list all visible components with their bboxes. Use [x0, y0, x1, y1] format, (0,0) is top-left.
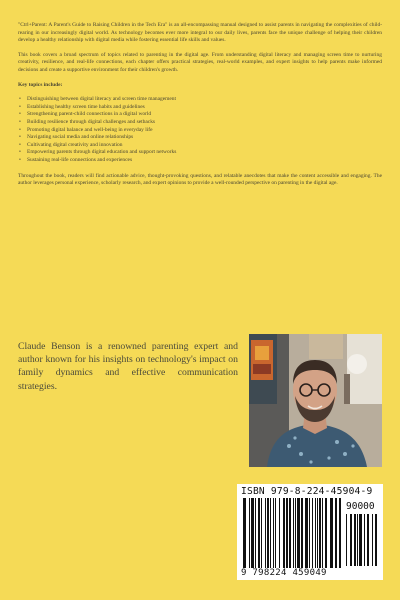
price-code: 90000 — [346, 501, 375, 512]
list-item: • Navigating social media and online relationships — [27, 134, 382, 142]
list-item: • Promoting digital balance and well-being in everyday life — [27, 127, 382, 135]
isbn-barcode — [237, 484, 383, 580]
barcode-bar — [270, 498, 271, 568]
barcode-bar — [372, 514, 373, 566]
barcode-bar — [339, 498, 341, 568]
barcode-bar — [273, 498, 274, 568]
barcode-bar — [367, 514, 369, 566]
barcode-bar — [359, 514, 362, 566]
barcode-bar — [279, 498, 280, 568]
barcode-bar — [364, 514, 365, 566]
barcode-bar — [325, 498, 327, 568]
barcode-bar — [312, 498, 313, 568]
barcode-bar — [258, 498, 260, 568]
list-item: • Sustaining real-life connections and experiences — [27, 157, 382, 165]
barcode-bar — [301, 498, 303, 568]
closing-paragraph: Throughout the book, readers will find actionable advice, thought-provoking questions, and relatable anecdotes that make the content accessible and engaging. The author leverages personal experience, scholarly research, and expert opinions to provide a well-rounded perspective on parenting in the digital age. — [18, 172, 382, 187]
barcode-bar — [251, 498, 254, 568]
barcode-bar — [354, 514, 356, 566]
key-topics-list — [18, 96, 382, 164]
ean-digits: 9 798224 459049 — [241, 568, 327, 578]
barcode-bar — [309, 498, 310, 568]
barcode-bar — [249, 498, 250, 568]
intro-paragraph: "Ctrl+Parent: A Parent's Guide to Raising Children in the Tech Era" is an all-encompassing manual designed to assist parents in navigating the complexities of child-rearing in our increasingly digital world. As technology becomes ever more integral to our daily lives, parents face the unique challenge of helping their children develop a healthy relationship with digital media while fostering essential life skills and values. — [18, 22, 382, 44]
barcode-bar — [283, 498, 285, 568]
list-item: • Distinguishing between digital literacy and screen time management — [27, 96, 382, 104]
barcode-bar — [265, 498, 266, 568]
isbn-label: ISBN 979-8-224-45904-9 — [241, 486, 373, 497]
barcode-bar — [295, 498, 296, 568]
barcode-bar — [315, 498, 316, 568]
barcode-bar — [289, 498, 291, 568]
barcode-bar — [255, 498, 256, 568]
key-topics-heading: Key topics include: — [18, 81, 63, 88]
barcode-bar — [346, 514, 347, 566]
list-item: • Strengthening parent-child connections in a digital world — [27, 111, 382, 119]
barcode-bar — [261, 498, 262, 568]
barcode-bar — [243, 498, 246, 568]
barcode-bar — [322, 498, 323, 568]
barcode-bar — [305, 498, 308, 568]
barcode-bars — [243, 498, 343, 568]
author-bio: Claude Benson is a renowned parenting expert and author known for his insights on technology's impact on family dynamics and effective communication strategies. — [18, 341, 238, 392]
barcode-bar — [357, 514, 358, 566]
barcode-bar — [330, 498, 333, 568]
barcode-bar — [317, 498, 318, 568]
author-photo — [249, 334, 382, 467]
list-item: • Empowering parents through digital education and support networks — [27, 149, 382, 157]
addon-barcode-bars — [346, 514, 378, 566]
barcode-bar — [350, 514, 352, 566]
blurb-text — [18, 22, 382, 195]
barcode-bar — [319, 498, 321, 568]
barcode-bar — [375, 514, 377, 566]
barcode-bar — [267, 498, 269, 568]
barcode-bar — [286, 498, 288, 568]
list-item: • Building resilience through digital challenges and setbacks — [27, 119, 382, 127]
coverage-paragraph: This book covers a broad spectrum of topics related to parenting in the digital age. From understanding digital literacy and managing screen time to nurturing creativity, resilience, and real-life connections, each chapter offers practical strategies, real-world examples, and expert insights to help parents make informed decisions and create a supportive environment for their children's growth. — [18, 51, 382, 73]
barcode-bar — [293, 498, 294, 568]
list-item: • Establishing healthy screen time habits and guidelines — [27, 104, 382, 112]
list-item: • Cultivating digital creativity and innovation — [27, 142, 382, 150]
barcode-bar — [297, 498, 300, 568]
barcode-bar — [335, 498, 337, 568]
barcode-bar — [275, 498, 276, 568]
